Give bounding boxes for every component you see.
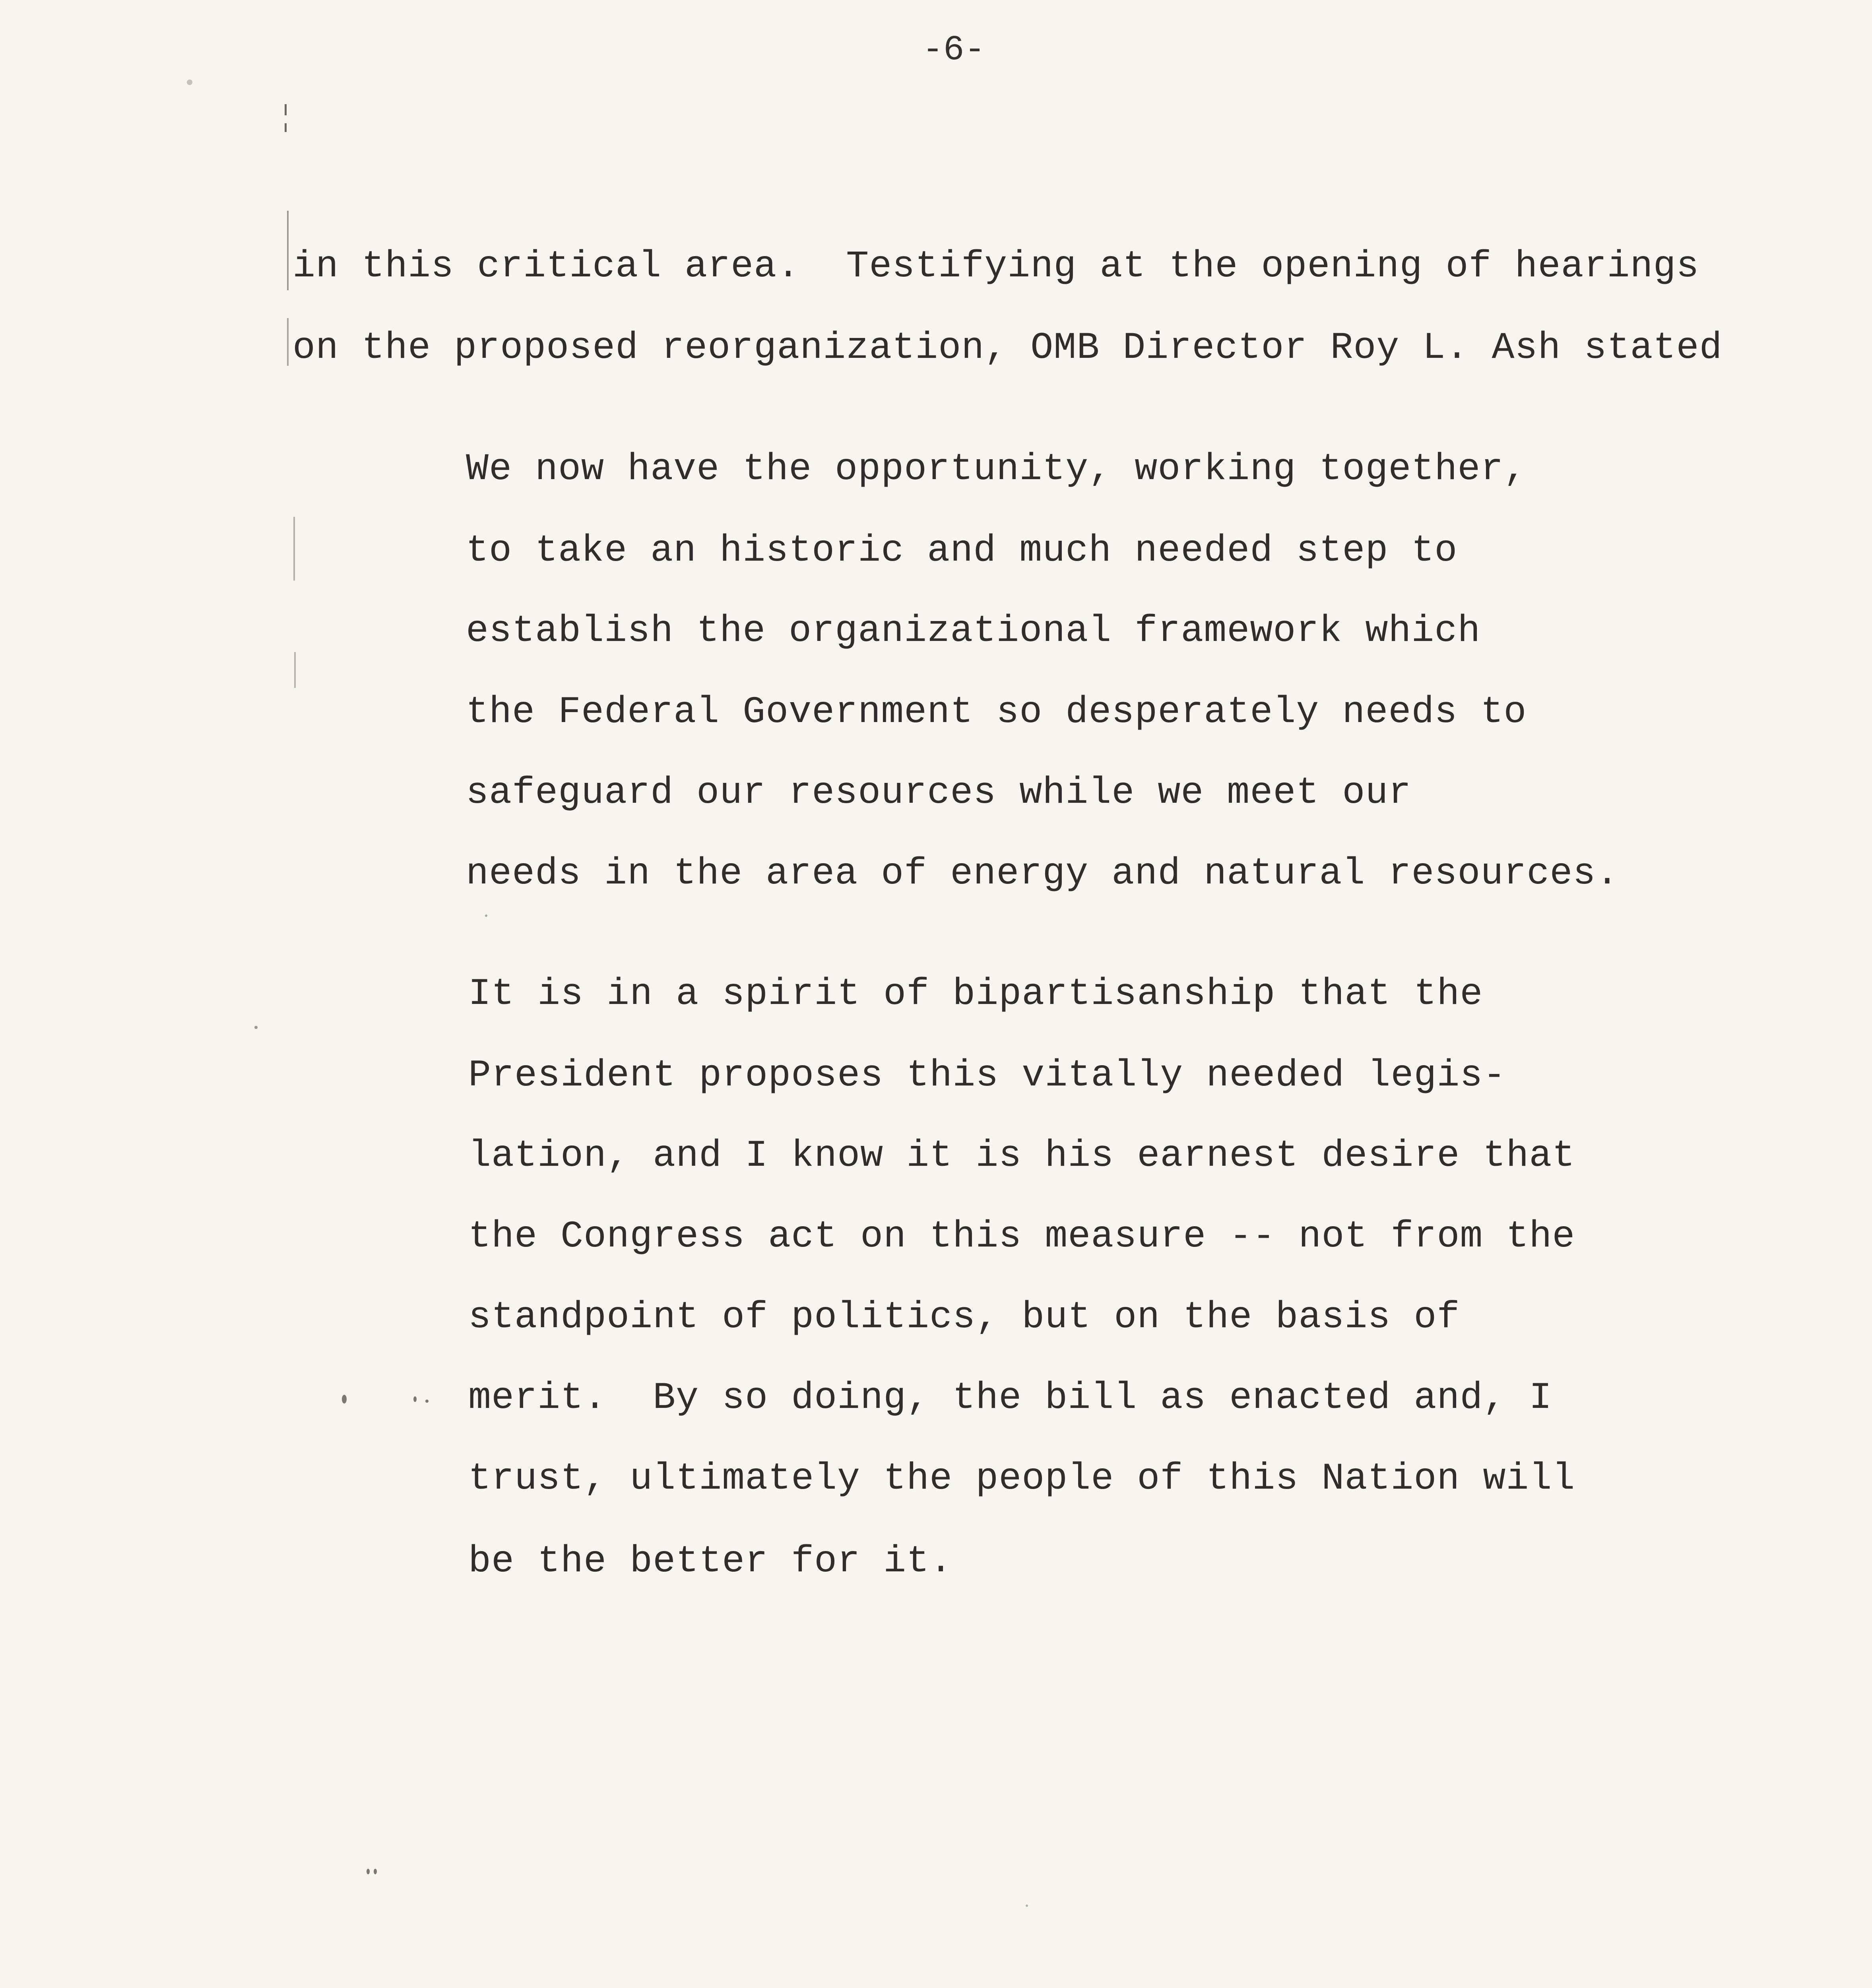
quote-line: the Federal Government so desperately needs to — [466, 691, 1527, 734]
quote-line: standpoint of politics, but on the basis of — [468, 1296, 1460, 1339]
quote-line: establish the organizational framework which — [466, 610, 1481, 652]
margin-mark — [293, 517, 295, 580]
quote-line: the Congress act on this measure -- not from the — [468, 1215, 1575, 1258]
body-line: on the proposed reorganization, OMB Director Roy L. Ash stated — [293, 326, 1723, 369]
margin-mark — [287, 318, 289, 366]
margin-mark — [285, 104, 287, 115]
quote-line: trust, ultimately the people of this Nation will — [468, 1457, 1575, 1500]
quote-line: needs in the area of energy and natural resources. — [466, 852, 1619, 895]
quote-line: safeguard our resources while we meet our — [466, 771, 1412, 814]
quote-line: It is in a spirit of bipartisanship that the — [468, 973, 1483, 1015]
speck — [374, 1869, 377, 1874]
speck — [254, 1026, 258, 1029]
quote-line: be the better for it. — [468, 1540, 953, 1583]
speck — [413, 1396, 417, 1402]
quote-line: merit. By so doing, the bill as enacted and, I — [468, 1376, 1552, 1419]
margin-mark — [285, 123, 287, 132]
margin-mark — [294, 652, 296, 688]
speck — [367, 1869, 370, 1874]
quote-line: to take an historic and much needed step to — [466, 529, 1458, 572]
margin-mark — [287, 211, 289, 290]
speck — [1026, 1905, 1028, 1907]
speck — [187, 80, 192, 85]
page-number: -6- — [922, 31, 985, 70]
quote-line: President proposes this vitally needed legis- — [468, 1054, 1506, 1097]
speck — [425, 1400, 429, 1403]
quote-line: lation, and I know it is his earnest desire that — [468, 1134, 1575, 1177]
speck — [342, 1395, 347, 1404]
speck — [485, 914, 487, 917]
quote-line: We now have the opportunity, working together, — [466, 448, 1527, 491]
body-line: in this critical area. Testifying at the opening of hearings — [293, 245, 1699, 288]
